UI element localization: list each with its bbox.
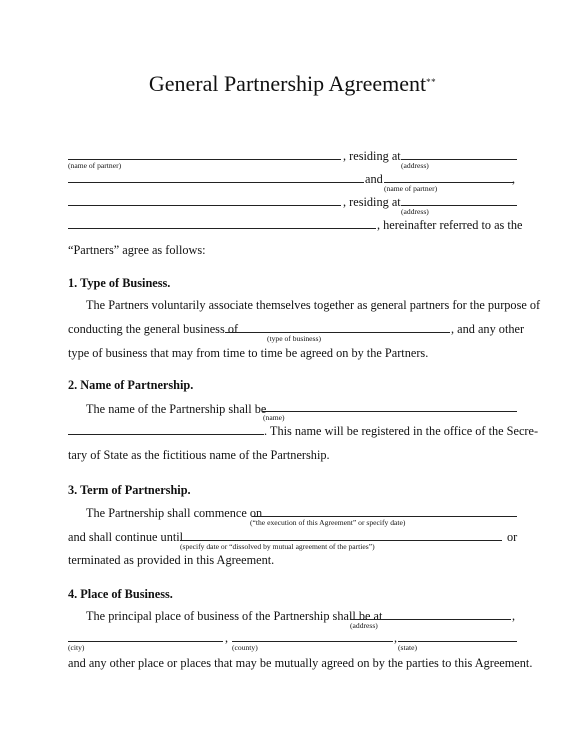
execution-caption: (“the execution of this Agreement” or specify date): [250, 518, 406, 527]
section-4-heading: 4. Place of Business.: [68, 587, 173, 601]
section-4-comma-c: ,: [394, 631, 398, 645]
title-text: General Partnership Agreement: [148, 71, 427, 96]
hereinafter-text: , hereinafter referred to as the: [377, 218, 523, 232]
document-title: [0, 71, 585, 97]
state-line[interactable]: [398, 641, 517, 642]
partner-1-address-line[interactable]: [401, 159, 517, 160]
city-line[interactable]: [68, 641, 223, 642]
comma-1: ,: [512, 172, 516, 186]
section-2-line-2-end: . This name will be registered in the office of the Secre-: [264, 424, 539, 438]
business-address-line[interactable]: [350, 619, 511, 620]
section-4-line-3: and any other place or places that may be mutually agreed on by the parties to this Agreement.: [68, 656, 533, 670]
partner-2-extra-line[interactable]: [68, 205, 341, 206]
section-1-line-2-end: , and any other: [451, 322, 525, 336]
section-4-comma-b: ,: [225, 631, 229, 645]
section-3-heading: 3. Term of Partnership.: [68, 483, 191, 497]
section-1-line-3: type of business that may from time to time be agreed on by the Partners.: [68, 346, 429, 360]
section-3-line-3: terminated as provided in this Agreement.: [68, 553, 275, 567]
section-4-comma-a: ,: [512, 609, 516, 623]
partner-2-address-line[interactable]: [401, 205, 517, 206]
county-line[interactable]: [232, 641, 393, 642]
end-date-caption: (specify date or “dissolved by mutual agreement of the parties”): [180, 542, 375, 551]
section-4-line-1: The principal place of business of the Partnership shall be at: [86, 609, 383, 623]
state-caption: (state): [398, 643, 417, 652]
partnership-name-line-2[interactable]: [68, 434, 264, 435]
business-address-caption: (address): [350, 621, 378, 630]
partner-1-name-line[interactable]: [68, 159, 341, 160]
name-of-partner-caption-1: (name of partner): [68, 161, 122, 170]
end-date-line[interactable]: [180, 540, 502, 541]
county-caption: (county): [232, 643, 258, 652]
and-label: and: [365, 172, 383, 186]
residing-at-label-1: , residing at: [343, 149, 401, 163]
name-of-partner-caption-2: (name of partner): [384, 184, 438, 193]
type-of-business-line[interactable]: [225, 332, 450, 333]
agree-text: “Partners” agree as follows:: [68, 243, 206, 257]
address-caption-1: (address): [401, 161, 429, 170]
residing-at-label-2: , residing at: [343, 195, 401, 209]
section-1-heading: 1. Type of Business.: [68, 276, 171, 290]
partnership-name-line[interactable]: [262, 411, 517, 412]
partner-1-extra-line[interactable]: [68, 182, 364, 183]
section-2-line-3: tary of State as the fictitious name of the Partnership.: [68, 448, 330, 462]
section-2-heading: 2. Name of Partnership.: [68, 378, 194, 392]
section-2-line-1: The name of the Partnership shall be: [86, 402, 267, 416]
section-3-line-1: The Partnership shall commence on: [86, 506, 263, 520]
section-1-line-1: The Partners voluntarily associate themselves together as general partners for the purpose of: [86, 298, 541, 312]
type-of-business-caption: (type of business): [267, 334, 321, 343]
city-caption: (city): [68, 643, 85, 652]
title-mark: **: [426, 77, 437, 87]
section-1-line-2-start: conducting the general business of: [68, 322, 239, 336]
section-3-line-2-start: and shall continue until: [68, 530, 184, 544]
name-caption: (name): [263, 413, 285, 422]
partner-2-name-line[interactable]: [384, 182, 513, 183]
section-3-line-2-end: or: [507, 530, 518, 544]
partner-2-address-extra-line[interactable]: [68, 228, 376, 229]
commencement-date-line[interactable]: [252, 516, 517, 517]
address-caption-2: (address): [401, 207, 429, 216]
